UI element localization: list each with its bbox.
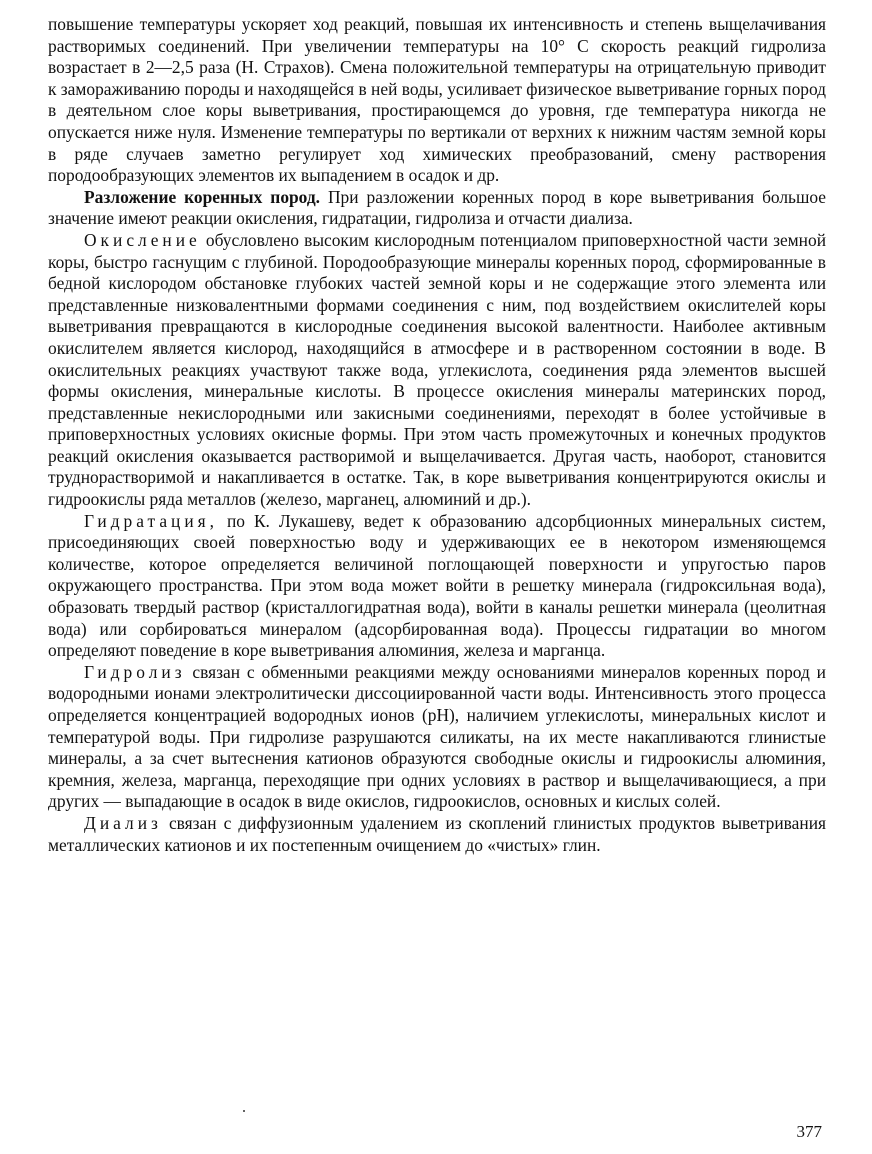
body-text — [48, 14, 826, 856]
paragraph-dialysis-text: связан с диффузионным удалением из скоплений глинистых продуктов выветривания металлических катионов и их постепенным очищением до «чистых» глин. — [48, 812, 826, 855]
scan-speck — [243, 1110, 245, 1112]
paragraph-oxidation — [48, 230, 826, 511]
term-hydration: Гидратация, — [84, 510, 219, 531]
term-hydrolysis: Гидролиз — [84, 661, 186, 682]
paragraph-oxidation-text: обусловлено высоким кислородным потенциалом приповерхностной части земной коры, быстро гаснущим с глубиной. Породообразующие минералы коренных пород, сформированные в бедной кислородом обстановке глубоких частей земной коры и не содержащие этого элемента или представленные низковалентными формами соединения с ним, под воздействием окислителей коры выветривания превращаются в кислородные соединения высокой валентности. Наиболее активным окислителем является кислород, находящийся в атмосфере и в растворенном состоянии в воде. В окислительных реакциях участвуют также вода, углекислота, соединения ряда элементов высшей формы окисления, минеральные кислоты. В процессе окисления минералы материнских пород, представленные некислородными или закисными соединениями, переходят в более устойчивые в приповерхностных условиях окисные формы. При этом часть промежуточных и конечных продуктов реакций окисления оказывается растворимой и выщелачивается. Другая часть, наоборот, становится труднорастворимой и накапливается в остатке. Так, в коре выветривания концентрируются окислы и гидроокислы ряда металлов (железо, марганец, алюминий и др.). — [48, 229, 826, 510]
term-oxidation: Окисление — [84, 229, 201, 250]
heading-decomposition: Разложение коренных пород. — [84, 186, 321, 207]
paragraph-intro — [48, 14, 826, 187]
paragraph-hydration — [48, 511, 826, 662]
paragraph-decomposition-text: При разложении коренных пород в коре выветривания большое значение имеют реакции окисления, гидратации, гидролиза и отчасти диализа. — [48, 186, 827, 229]
paragraph-hydrolysis-text: связан с обменными реакциями между основаниями минералов коренных пород и водородными ионами электролитически диссоциированной части воды. Интенсивность этого процесса определяется концентрацией водородных ионов (pH), наличием углекислоты, минеральных кислот и температурой воды. При гидролизе разрушаются силикаты, на их месте накапливаются глинистые минералы, а за счет вытеснения катионов образуются свободные окислы и гидроокислы алюминия, кремния, железа, марганца, переходящие при одних условиях в раствор и выщелачивающиеся, а при других — выпадающие в осадок в виде окислов, гидроокислов, основных и кислых солей. — [48, 661, 826, 812]
paragraph-intro-text: повышение температуры ускоряет ход реакций, повышая их интенсивность и степень выщелачивания растворимых соединений. При увеличении температуры на 10° С скорость реакций гидролиза возрастает в 2—2,5 раза (Н. Страхов). Смена положительной температуры на отрицательную приводит к замораживанию породы и находящейся в ней воды, усиливает физическое выветривание горных пород в деятельном слое коры выветривания, простирающемся до уровня, где температура никогда не опускается ниже нуля. Изменение температуры по вертикали от верхних к нижним частям земной коры в ряде случаев заметно регулирует ход химических преобразований, смену растворения породообразующих элементов их выпадением в осадок и др. — [48, 14, 826, 186]
paragraph-dialysis — [48, 813, 826, 856]
paragraph-hydration-text: по К. Лукашеву, ведет к образованию адсорбционных минеральных систем, присоединяющих своей поверхностью воду и удерживающих ее в некотором изменяющемся количестве, которое определяется величиной поглощающей поверхности и упругостью паров окружающего пространства. При этом вода может войти в решетку минерала (гидроксильная вода), образовать твердый раствор (кристаллогидратная вода), войти в каналы решетки минерала (цеолитная вода) или сорбироваться минералом (адсорбированная вода). Процессы гидратации во многом определяют поведение в коре выветривания алюминия, железа и марганца. — [48, 510, 826, 661]
paragraph-decomposition — [48, 187, 826, 230]
page-number: 377 — [796, 1122, 822, 1141]
paragraph-hydrolysis — [48, 662, 826, 813]
term-dialysis: Диализ — [84, 812, 162, 833]
